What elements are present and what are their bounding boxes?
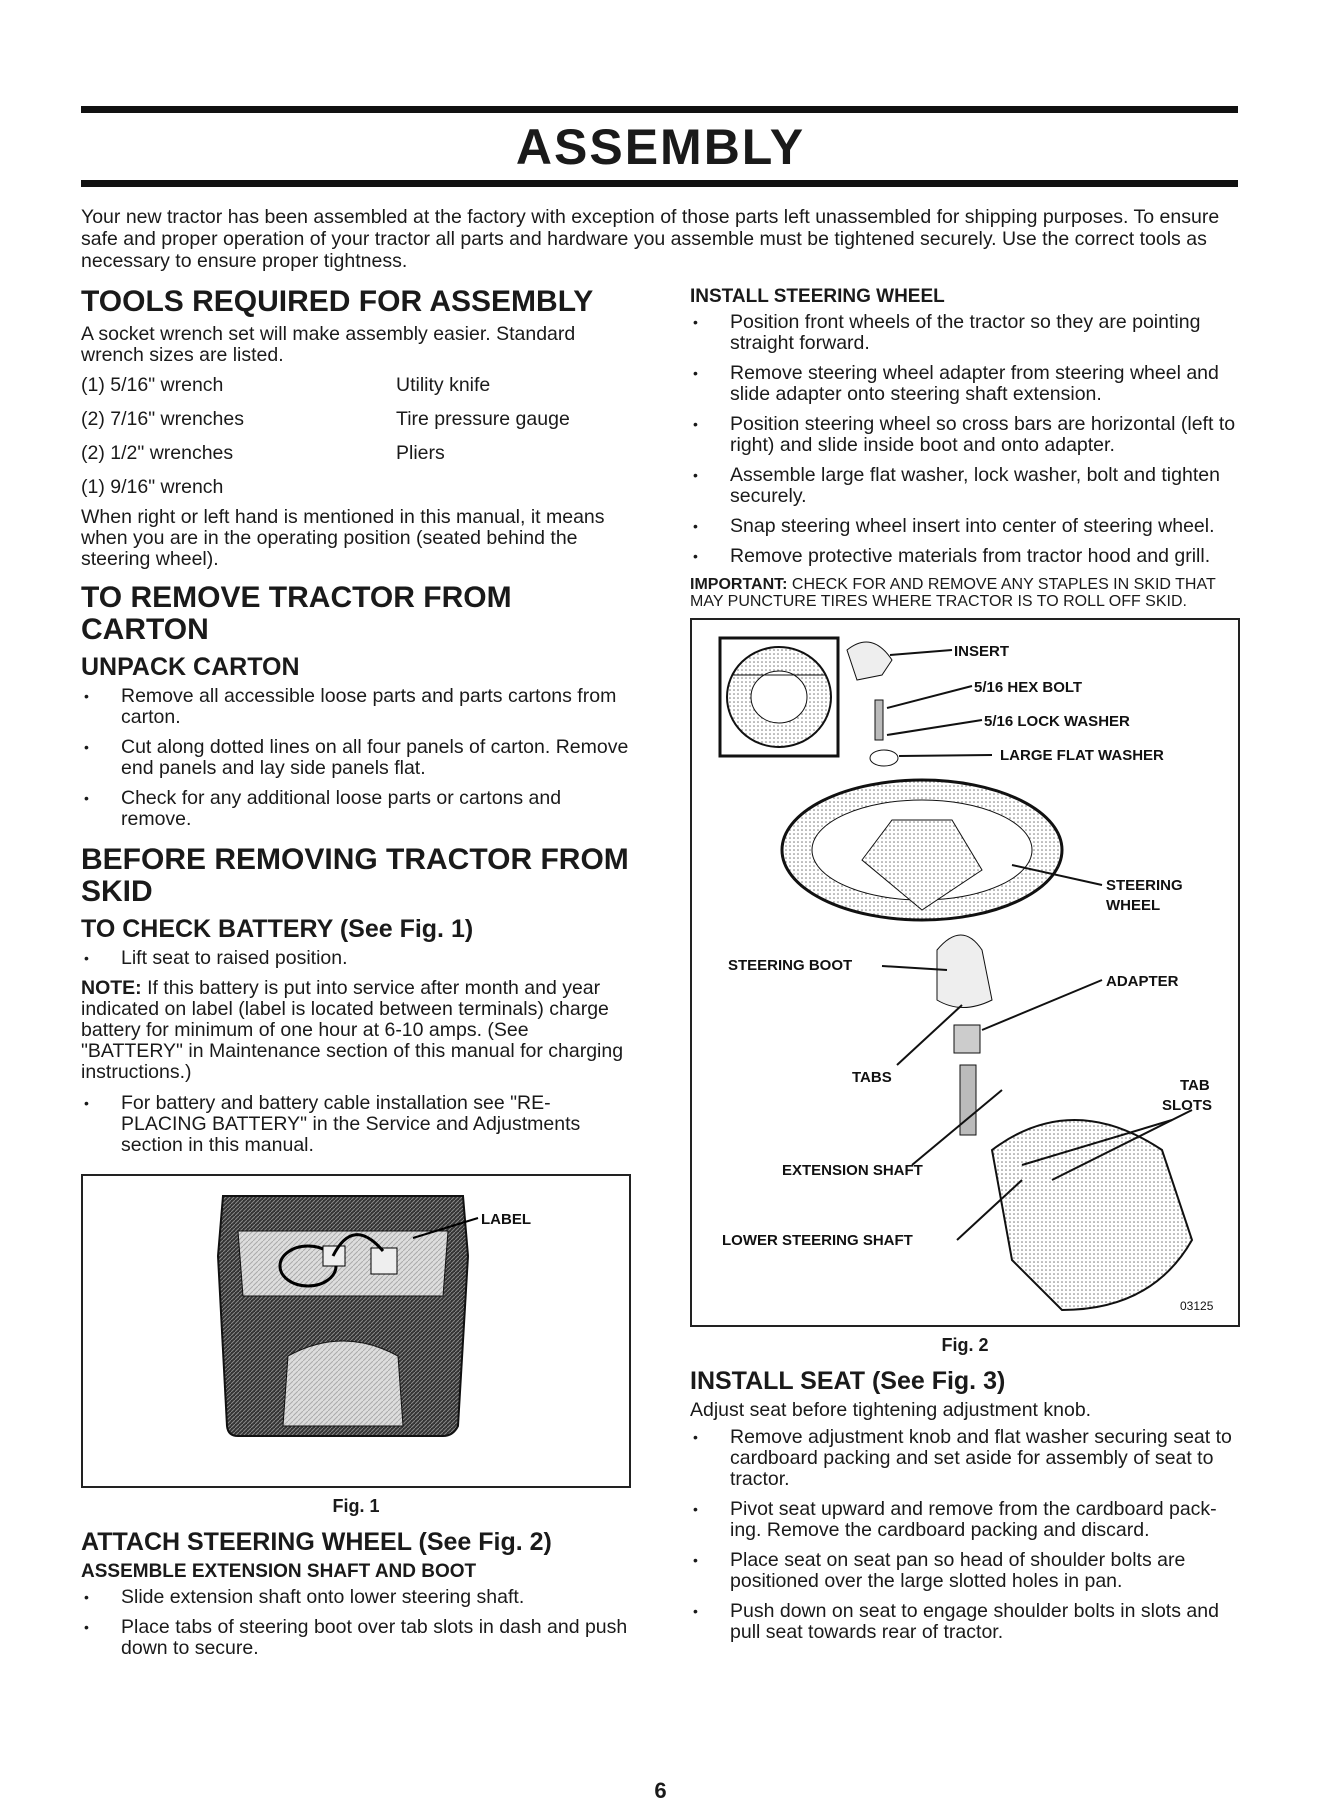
unpack-list [81, 686, 631, 830]
list-item: • Position front wheels of the tractor so they are pointing straight forward. [690, 312, 1240, 354]
insert-label: INSERT [954, 643, 1010, 660]
list-item: • Place seat on seat pan so head of shoulder bolts are positioned over the large slotted holes in pan. [690, 1550, 1240, 1592]
list-item: • Remove adjustment knob and flat washer securing seat to cardboard packing and set aside for assembly of seat to tractor. [690, 1427, 1240, 1490]
install-wheel-heading: INSTALL STEERING WHEEL [690, 286, 945, 307]
lower-shaft-label: LOWER STEERING SHAFT [722, 1232, 913, 1249]
remove-heading: TO REMOVE TRACTOR FROM CARTON [81, 581, 512, 646]
page-title: ASSEMBLY [515, 119, 806, 175]
title-underline [81, 180, 1238, 187]
figure-1-caption: Fig. 1 [332, 1496, 380, 1516]
list-item: • Remove all accessible loose parts and parts cartons from carton. [81, 686, 631, 728]
tabs-label: TABS [852, 1069, 892, 1086]
page-number: 6 [654, 1778, 667, 1803]
flat-washer-label: LARGE FLAT WASHER [1000, 747, 1164, 764]
figure-1 [81, 1174, 631, 1488]
adapter-label: ADAPTER [1106, 973, 1179, 990]
tool-item: (1) 5/16" wrench [81, 374, 224, 396]
list-item: • Pivot seat upward and remove from the cardboard pack-ing. Remove the cardboard packing and discard. [690, 1499, 1240, 1541]
tools-text: A socket wrench set will make assembly easier. Standard wrench sizes are listed. [81, 323, 576, 366]
slots-label: SLOTS [1162, 1097, 1213, 1114]
attach-heading: ATTACH STEERING WHEEL (See Fig. 2) [81, 1528, 552, 1556]
install-wheel-list [690, 312, 1240, 567]
before-heading: BEFORE REMOVING TRACTOR FROM SKID [81, 843, 629, 908]
list-item: • Check for any additional loose parts or cartons and remove. [81, 788, 631, 830]
important-text: CHECK FOR AND REMOVE ANY STAPLES IN SKID THAT MAY PUNCTURE TIRES WHERE TRACTOR IS TO ROLL OFF SKID. [690, 576, 1216, 610]
tool-item: (1) 9/16" wrench [81, 476, 224, 498]
assemble-subheading: ASSEMBLE EXTENSION SHAFT AND BOOT [81, 1561, 477, 1582]
intro-paragraph: Your new tractor has been assembled at the factory with exception of those parts left unassembled for shipping purposes. To ensure safe and proper operation of your tractor all parts and hardware you assemble must be tightened securely. Use the correct tools as necessary to ensure proper tightness. [81, 206, 1220, 272]
battery-list-2 [81, 1093, 631, 1156]
battery-list-1 [81, 948, 631, 969]
list-item: • Push down on seat to engage shoulder bolts in slots and pull seat towards rear of tractor. [690, 1601, 1240, 1643]
tool-item: Utility knife [396, 374, 491, 396]
list-item: • Cut along dotted lines on all four panels of carton. Remove end panels and lay side panels flat. [81, 737, 631, 779]
battery-note [81, 978, 631, 1083]
tab-label: TAB [1180, 1077, 1210, 1094]
extension-label: EXTENSION SHAFT [782, 1162, 923, 1179]
boot-label: STEERING BOOT [728, 957, 853, 974]
list-item: • Lift seat to raised position. [81, 948, 631, 969]
important-label: IMPORTANT: [690, 576, 788, 593]
important-note [690, 576, 1240, 610]
list-item: • Position steering wheel so cross bars are horizontal (left to right) and slide inside boot and onto adapter. [690, 414, 1240, 456]
battery-subheading: TO CHECK BATTERY (See Fig. 1) [81, 915, 474, 943]
steering-label: STEERING [1106, 877, 1183, 894]
seat-text: Adjust seat before tightening adjustment knob. [690, 1399, 1092, 1421]
wheel-label: WHEEL [1106, 897, 1161, 914]
seat-list [690, 1427, 1240, 1643]
tools-list [81, 374, 631, 499]
lock-washer-label: 5/16 LOCK WASHER [984, 713, 1130, 730]
figure-2 [690, 618, 1240, 1327]
tool-item: (2) 7/16" wrenches [81, 408, 244, 430]
list-item: • Remove steering wheel adapter from steering wheel and slide adapter onto steering shaft extension. [690, 363, 1240, 405]
label-callout: LABEL [481, 1211, 531, 1228]
tool-item [396, 476, 631, 499]
top-rule [81, 106, 1238, 113]
tool-item: (2) 1/2" wrenches [81, 442, 234, 464]
note-text: If this battery is put into service after month and year indicated on label (label is located between terminals) charge battery for minimum of one hour at 6-10 amps. (See "BATTERY" in Maintenance section of this manual for charging instructions.) [81, 977, 624, 1083]
hex-bolt-label: 5/16 HEX BOLT [974, 679, 1083, 696]
list-item: • Remove protective materials from tractor hood and grill. [690, 546, 1240, 567]
left-column [81, 286, 631, 1668]
tool-item: Pliers [396, 442, 445, 464]
list-item: • Assemble large flat washer, lock washer, bolt and tighten securely. [690, 465, 1240, 507]
note-label: NOTE: [81, 977, 142, 999]
list-item: • For battery and battery cable installation see "RE-PLACING BATTERY" in the Service and Adjustments section in this manual. [81, 1093, 631, 1156]
unpack-subheading: UNPACK CARTON [81, 653, 300, 681]
steering-illustration [692, 620, 1238, 1325]
hand-note: When right or left hand is mentioned in this manual, it means when you are in the operating position (seated behind the steering wheel). [81, 506, 605, 570]
list-item: • Slide extension shaft onto lower steering shaft. [81, 1587, 631, 1608]
attach-list [81, 1587, 631, 1659]
figure-2-caption: Fig. 2 [941, 1335, 989, 1355]
seat-heading: INSTALL SEAT (See Fig. 3) [690, 1367, 1006, 1395]
list-item: • Place tabs of steering boot over tab slots in dash and push down to secure. [81, 1617, 631, 1659]
tool-item: Tire pressure gauge [396, 408, 570, 430]
figure-code: 03125 [1180, 1299, 1214, 1313]
right-column [690, 286, 1240, 1652]
tools-heading: TOOLS REQUIRED FOR ASSEMBLY [81, 285, 594, 318]
battery-illustration [83, 1176, 629, 1486]
list-item: • Snap steering wheel insert into center of steering wheel. [690, 516, 1240, 537]
